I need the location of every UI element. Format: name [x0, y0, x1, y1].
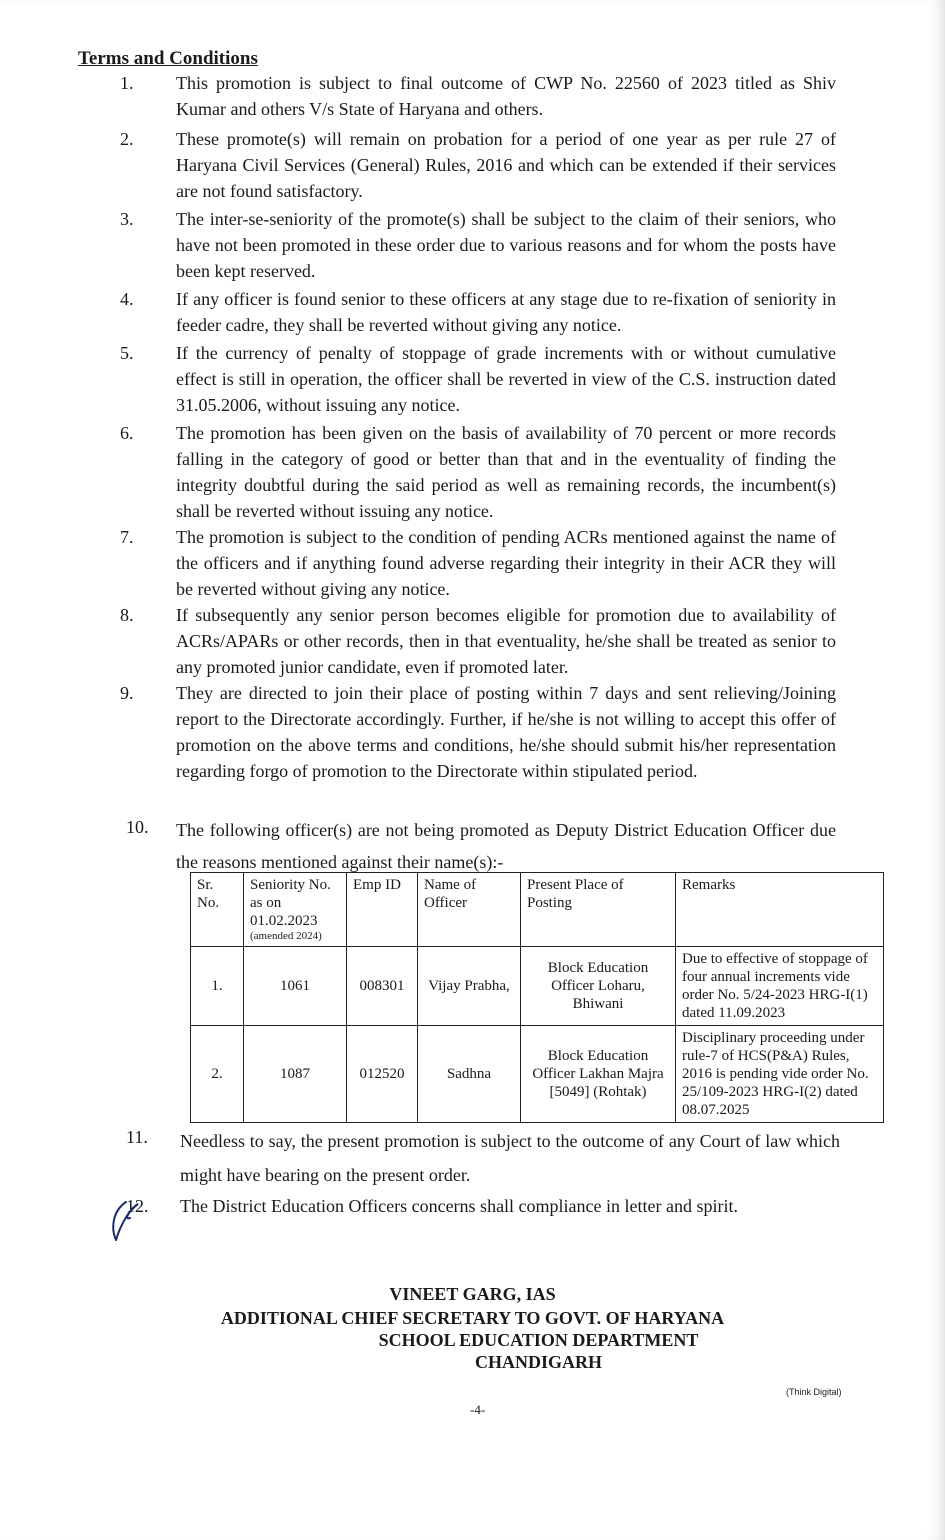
term-number: 10.	[126, 817, 149, 837]
term-number: 5.	[120, 343, 134, 363]
cell-name: Vijay Prabha,	[418, 947, 521, 1026]
table-row	[191, 947, 884, 1026]
term-text: The inter-se-seniority of the promote(s) shall be subject to the claim of their seniors, who have not been promoted in these order due to various reasons and for whom the posts have been kept reserved.	[176, 209, 836, 281]
handwritten-initial	[106, 1196, 146, 1246]
signatory-designation: ADDITIONAL CHIEF SECRETARY TO GOVT. OF HARYANA	[220, 1308, 725, 1328]
cell-seniority: 1061	[244, 947, 347, 1026]
term-number: 6.	[120, 423, 134, 443]
term-number: 7.	[120, 527, 134, 547]
term-number: 8.	[120, 605, 134, 625]
term-text: The promotion is subject to the condition of pending ACRs mentioned against the name of the officers and if anything found adverse regarding their integrity in their ACR they will be reverted without giving any notice.	[176, 527, 836, 599]
footer-mark: (Think Digital)	[786, 1387, 842, 1397]
term-text: The District Education Officers concerns shall compliance in letter and spirit.	[180, 1196, 738, 1216]
header-seniority-note: (amended 2024)	[250, 930, 322, 942]
table-header-row	[191, 873, 884, 947]
page-number: -4-	[470, 1402, 486, 1417]
terms-heading: Terms and Conditions	[78, 48, 258, 69]
term-number: 4.	[120, 289, 134, 309]
signatory-department: SCHOOL EDUCATION DEPARTMENT	[378, 1330, 699, 1350]
cell-seniority: 1087	[244, 1026, 347, 1123]
header-sr: Sr. No.	[191, 873, 244, 947]
cell-remarks: Due to effective of stoppage of four annual increments vide order No. 5/24-2023 HRG-I(1) dated 11.09.2023	[676, 947, 884, 1026]
term-text: They are directed to join their place of posting within 7 days and sent relieving/Joining report to the Directorate accordingly. Further, if he/she is not willing to accept this offer of promotion on the above terms and conditions, he/she should submit his/her representation regarding forgo of promotion to the Directorate within stipulated period.	[176, 683, 836, 781]
term-number: 11.	[126, 1127, 148, 1147]
header-seniority	[244, 873, 347, 947]
term-number: 2.	[120, 129, 134, 149]
not-promoted-table	[190, 872, 884, 1123]
cell-remarks: Disciplinary proceeding under rule-7 of HCS(P&A) Rules, 2016 is pending vide order No. 25/109-2023 HRG-I(2) dated 08.07.2025	[676, 1026, 884, 1123]
cell-emp: 008301	[347, 947, 418, 1026]
cell-sr: 1.	[191, 947, 244, 1026]
term-text: If subsequently any senior person becomes eligible for promotion due to availability of ACRs/APARs or other records, then in that eventuality, he/she shall be treated as senior to any promoted junior candidate, even if promoted later.	[176, 605, 836, 677]
header-posting: Present Place of Posting	[521, 873, 676, 947]
term-text: If any officer is found senior to these officers at any stage due to re-fixation of seniority in feeder cadre, they shall be reverted without giving any notice.	[176, 289, 836, 335]
term-number: 9.	[120, 683, 134, 703]
term-text: The following officer(s) are not being promoted as Deputy District Education Officer due the reasons mentioned against their name(s):-	[176, 820, 836, 872]
term-text: Needless to say, the present promotion is subject to the outcome of any Court of law which might have bearing on the present order.	[180, 1131, 840, 1185]
cell-posting: Block Education Officer Loharu, Bhiwani	[521, 947, 676, 1026]
signatory-name: VINEET GARG, IAS	[389, 1284, 556, 1304]
cell-emp: 012520	[347, 1026, 418, 1123]
term-number: 3.	[120, 209, 134, 229]
term-text: If the currency of penalty of stoppage of grade increments with or without cumulative effect is still in operation, the officer shall be reverted in view of the C.S. instruction dated 31.05.2006, without issuing any notice.	[176, 343, 836, 415]
cell-name: Sadhna	[418, 1026, 521, 1123]
term-text: The promotion has been given on the basis of availability of 70 percent or more records falling in the category of good or better than that and in the eventuality of finding the integrity doubtful during the said period as well as remaining records, the incumbent(s) shall be reverted without issuing any notice.	[176, 423, 836, 521]
header-remarks: Remarks	[676, 873, 884, 947]
table-row	[191, 1026, 884, 1123]
term-text: These promote(s) will remain on probation for a period of one year as per rule 27 of Haryana Civil Services (General) Rules, 2016 and which can be extended if their services are not found satisfactory.	[176, 129, 836, 201]
term-text: This promotion is subject to final outcome of CWP No. 22560 of 2023 titled as Shiv Kumar and others V/s State of Haryana and others.	[176, 73, 836, 119]
signatory-place: CHANDIGARH	[474, 1352, 602, 1372]
header-seniority-label: Seniority No. as on 01.02.2023	[250, 877, 331, 929]
term-number: 1.	[120, 73, 134, 93]
cell-sr: 2.	[191, 1026, 244, 1123]
header-emp: Emp ID	[347, 873, 418, 947]
term-number: 12.	[126, 1196, 149, 1216]
cell-posting: Block Education Officer Lakhan Majra [5049] (Rohtak)	[521, 1026, 676, 1123]
header-name: Name of Officer	[418, 873, 521, 947]
